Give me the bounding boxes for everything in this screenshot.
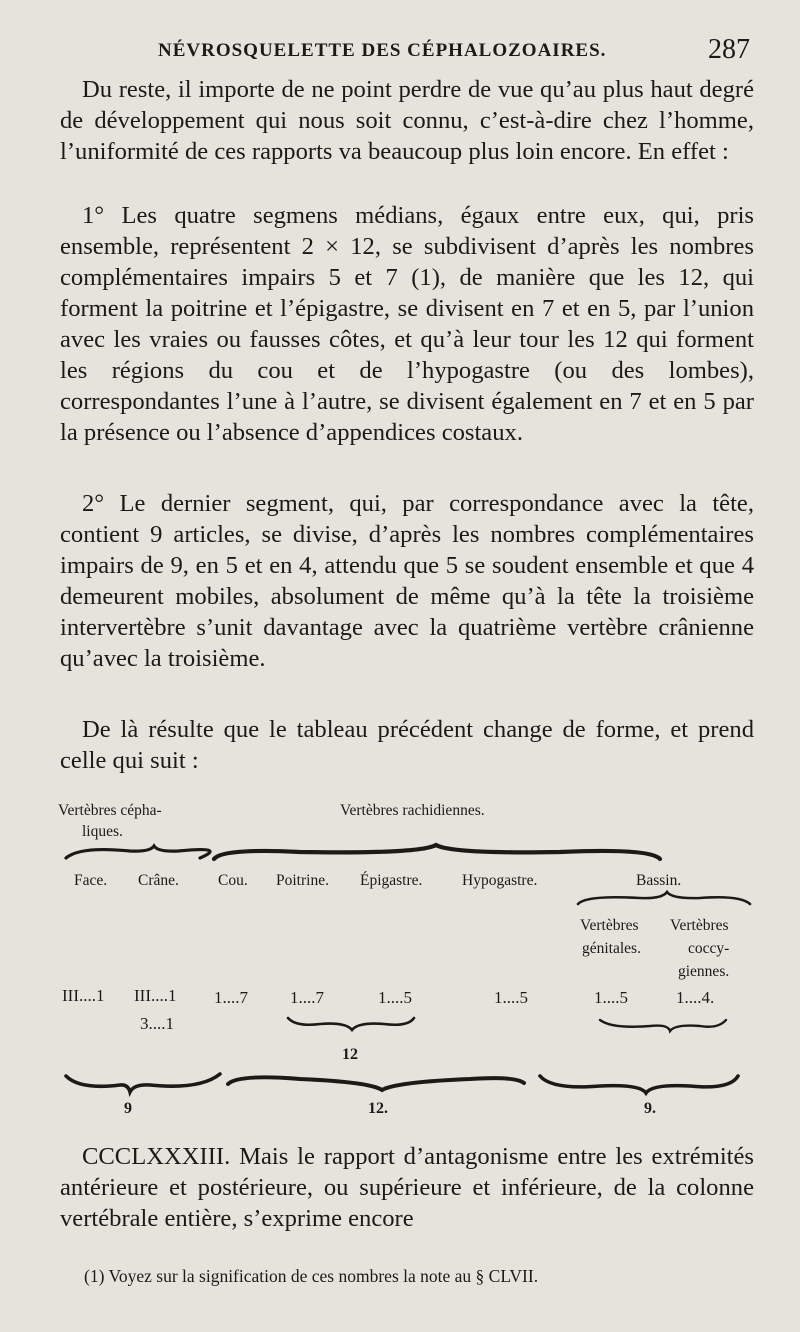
head-cephaliques-2: liques.	[82, 823, 123, 840]
count-epigastre: 1....5	[378, 988, 412, 1007]
coccygiennes-3: giennes.	[678, 963, 730, 980]
brace-bottom-9b	[540, 1076, 738, 1093]
count-coccygiennes: 1....4.	[676, 988, 715, 1007]
count-genitales: 1....5	[594, 988, 628, 1007]
paragraph-intro: Du reste, il importe de ne point perdre de vue qu’au plus haut degré de développement qui nous soit connu, c’est-à-dire chez l’homme, l’uniformité de ces rapports va beaucoup plus loin encore. En effet :	[60, 76, 754, 165]
region-cou: Cou.	[218, 872, 248, 889]
brace-cephaliques	[66, 846, 210, 858]
region-poitrine: Poitrine.	[276, 872, 329, 889]
region-bassin: Bassin.	[636, 872, 682, 889]
count-hypogastre: 1....5	[494, 988, 528, 1007]
region-epigastre: Épigastre.	[360, 872, 423, 889]
head-cephaliques-1: Vertèbres cépha-	[58, 802, 162, 819]
head-rachidiennes: Vertèbres rachidiennes.	[340, 802, 485, 819]
count-cou: 1....7	[214, 988, 248, 1007]
paragraph-section-383: CCCLXXXIII. Mais le rapport d’antagonisme entre les extrémités antérieure et postérieure, ou supérieure et inférieure, de la colonne vertébrale entière, s’exprime encore	[60, 1143, 754, 1232]
brace-bottom-9	[66, 1074, 220, 1092]
brace-bassin-9-small	[600, 1020, 726, 1031]
genitales-2: génitales.	[582, 940, 641, 957]
region-face: Face.	[74, 872, 108, 889]
region-crane: Crâne.	[138, 872, 179, 889]
brace-bassin	[578, 892, 750, 904]
total-thorax: 12	[342, 1046, 358, 1063]
brace-thorax-12	[288, 1018, 414, 1030]
brace-bottom-12	[228, 1077, 524, 1090]
genitales-1: Vertèbres	[580, 917, 639, 934]
paragraph-point-2: 2° Le dernier segment, qui, par correspondance avec la tête, contient 9 articles, se divise, d’après les nombres complémentaires impairs de 9, en 5 et en 4, attendu que 5 se soudent ensemble et que 4 demeurent mobiles, absolument de même qu’à la tête la troisième intervertèbre s’unit davantage avec la quatrième vertèbre crânienne qu’avec la troisième.	[60, 490, 754, 672]
total-cephalic: 9	[124, 1100, 132, 1117]
footnote: (1) Voyez sur la signification de ces nombres la note au § CLVII.	[84, 1266, 539, 1286]
coccygiennes-2: coccy-	[688, 940, 730, 957]
region-hypogastre: Hypogastre.	[462, 872, 538, 889]
count-poitrine: 1....7	[290, 988, 324, 1007]
running-title: NÉVROSQUELETTE DES CÉPHALOZOAIRES.	[158, 40, 607, 61]
page-header	[60, 34, 750, 70]
count-face: III....1	[62, 986, 105, 1005]
coccygiennes-1: Vertèbres	[670, 917, 729, 934]
total-bassin: 9.	[644, 1100, 656, 1117]
count-crane-sub: 3....1	[140, 1014, 174, 1033]
brace-rachidiennes	[214, 845, 660, 859]
paragraph-point-1: 1° Les quatre segmens médians, égaux entre eux, qui, pris ensemble, représentent 2 × 12, se subdivisent d’après les nombres complémentaires impairs 5 et 7 (1), de manière que les 12, qui forment la poitrine et l’épigastre, se divisent en 7 et en 5, par l’union avec les vraies ou fausses côtes, et qu’à leur tour les 12 qui forment les régions du cou et de l’hypogastre (ou des lombes), correspondantes l’une à l’autre, se divisent également en 7 et en 5 par la présence ou l’absence d’appendices costaux.	[60, 202, 754, 446]
count-crane: III....1	[134, 986, 177, 1005]
paragraph-table-intro: De là résulte que le tableau précédent change de forme, et prend celle qui suit :	[60, 716, 754, 774]
total-rachidian: 12.	[368, 1100, 388, 1117]
page-number: 287	[708, 34, 750, 65]
